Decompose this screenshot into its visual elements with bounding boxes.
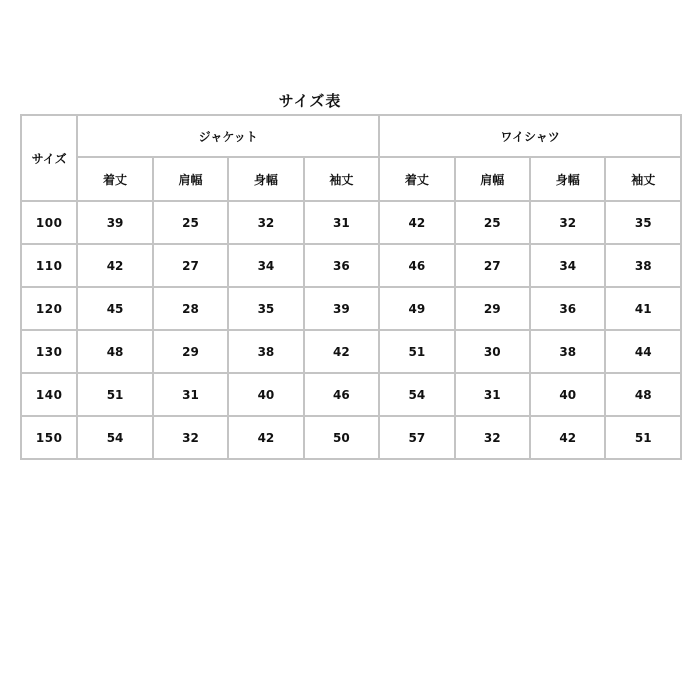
table-row <box>21 287 681 330</box>
table-cell: 46 <box>304 373 379 416</box>
table-cell: 28 <box>153 287 228 330</box>
header-row-measurements <box>21 157 681 201</box>
table-row <box>21 416 681 459</box>
table-cell: 29 <box>455 287 530 330</box>
column-header: 着丈 <box>379 157 454 201</box>
table-cell: 57 <box>379 416 454 459</box>
table-row <box>21 373 681 416</box>
table-cell: 42 <box>379 201 454 244</box>
table-cell: 42 <box>77 244 152 287</box>
group-header-jacket: ジャケット <box>77 115 379 157</box>
table-cell: 30 <box>455 330 530 373</box>
table-cell: 48 <box>77 330 152 373</box>
table-cell: 35 <box>605 201 681 244</box>
table-cell: 32 <box>228 201 303 244</box>
column-header: 身幅 <box>228 157 303 201</box>
table-cell: 45 <box>77 287 152 330</box>
header-row-groups <box>21 115 681 157</box>
table-cell: 36 <box>304 244 379 287</box>
table-cell: 51 <box>379 330 454 373</box>
page-title: サイズ表 <box>278 92 342 110</box>
table-cell: 38 <box>605 244 681 287</box>
table-cell: 39 <box>77 201 152 244</box>
column-header: 袖丈 <box>605 157 681 201</box>
table-cell: 39 <box>304 287 379 330</box>
table-cell: 38 <box>228 330 303 373</box>
table-cell: 27 <box>455 244 530 287</box>
size-cell: 140 <box>21 373 77 416</box>
table-cell: 31 <box>455 373 530 416</box>
column-header: 身幅 <box>530 157 605 201</box>
table-cell: 42 <box>228 416 303 459</box>
table-cell: 25 <box>455 201 530 244</box>
size-header: サイズ <box>21 115 77 201</box>
table-cell: 42 <box>304 330 379 373</box>
table-cell: 31 <box>304 201 379 244</box>
table-cell: 51 <box>605 416 681 459</box>
column-header: 肩幅 <box>153 157 228 201</box>
table-row <box>21 244 681 287</box>
table-cell: 40 <box>530 373 605 416</box>
group-header-shirt: ワイシャツ <box>379 115 681 157</box>
table-cell: 41 <box>605 287 681 330</box>
table-cell: 38 <box>530 330 605 373</box>
table-cell: 49 <box>379 287 454 330</box>
table-cell: 32 <box>153 416 228 459</box>
table-cell: 25 <box>153 201 228 244</box>
table-cell: 35 <box>228 287 303 330</box>
table-cell: 54 <box>77 416 152 459</box>
size-cell: 120 <box>21 287 77 330</box>
table-cell: 48 <box>605 373 681 416</box>
table-cell: 32 <box>530 201 605 244</box>
table-cell: 40 <box>228 373 303 416</box>
table-cell: 34 <box>530 244 605 287</box>
table-cell: 44 <box>605 330 681 373</box>
table-cell: 51 <box>77 373 152 416</box>
column-header: 袖丈 <box>304 157 379 201</box>
table-cell: 32 <box>455 416 530 459</box>
table-cell: 31 <box>153 373 228 416</box>
table-cell: 34 <box>228 244 303 287</box>
table-cell: 36 <box>530 287 605 330</box>
size-cell: 100 <box>21 201 77 244</box>
size-table <box>20 114 682 460</box>
table-row <box>21 330 681 373</box>
table-cell: 50 <box>304 416 379 459</box>
column-header: 肩幅 <box>455 157 530 201</box>
column-header: 着丈 <box>77 157 152 201</box>
table-cell: 46 <box>379 244 454 287</box>
table-cell: 42 <box>530 416 605 459</box>
size-cell: 130 <box>21 330 77 373</box>
size-cell: 150 <box>21 416 77 459</box>
table-cell: 29 <box>153 330 228 373</box>
table-row <box>21 201 681 244</box>
table-cell: 54 <box>379 373 454 416</box>
size-cell: 110 <box>21 244 77 287</box>
table-cell: 27 <box>153 244 228 287</box>
